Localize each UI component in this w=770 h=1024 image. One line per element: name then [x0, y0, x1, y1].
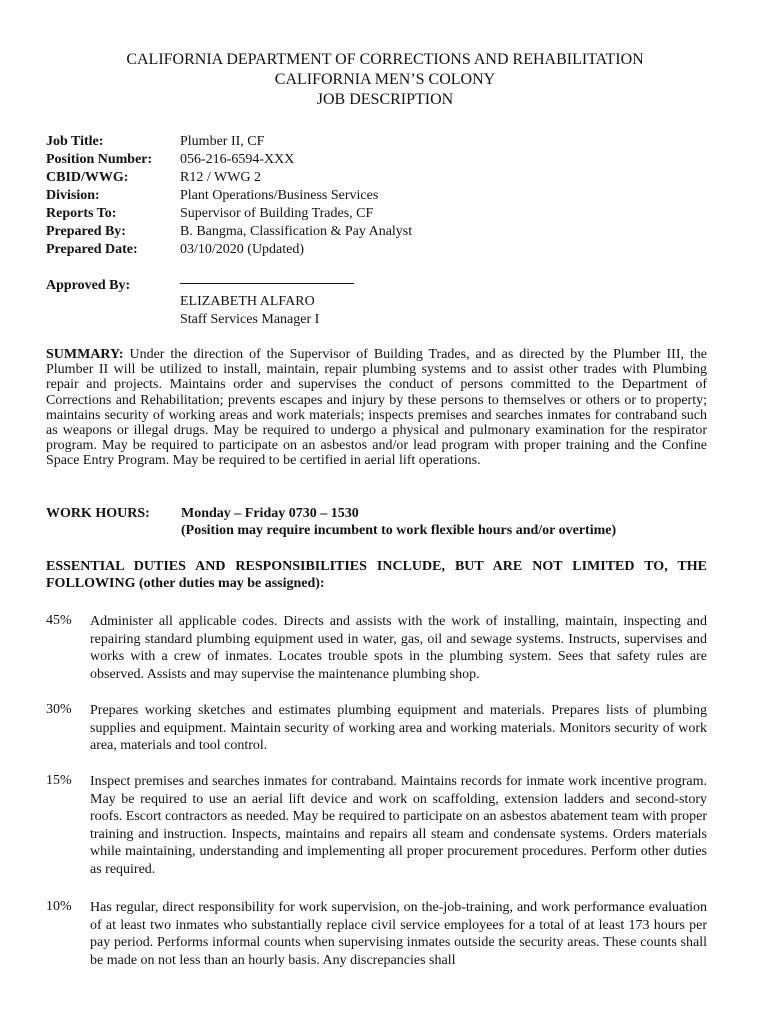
department-title: CALIFORNIA DEPARTMENT OF CORRECTIONS AND REHABILITATION: [126, 51, 644, 68]
facility-title: CALIFORNIA MEN’S COLONY: [274, 71, 496, 88]
reports-to-label: Reports To:: [46, 206, 117, 221]
division-label: Division:: [46, 188, 100, 203]
prepared-date-value: 03/10/2020 (Updated): [180, 242, 305, 257]
job-title-value: Plumber II, CF: [180, 134, 265, 149]
job-title-label: Job Title:: [46, 134, 104, 149]
prepared-by-value: B. Bangma, Classification & Pay Analyst: [180, 224, 413, 239]
duty-percent: 45%: [46, 613, 72, 628]
duties-heading: ESSENTIAL DUTIES AND RESPONSIBILITIES INCLUDE, BUT ARE NOT LIMITED TO, THE FOLLOWING (other duties may be assigned):: [46, 559, 707, 591]
duty-percent: 30%: [46, 702, 72, 717]
position-number-label: Position Number:: [46, 152, 153, 167]
document-header: [0, 50, 770, 110]
work-hours-label: WORK HOURS:: [46, 506, 150, 521]
approved-by-label: Approved By:: [46, 278, 131, 293]
duty-percent: 15%: [46, 773, 72, 788]
division-value: Plant Operations/Business Services: [180, 188, 379, 203]
cbid-value: R12 / WWG 2: [180, 170, 262, 185]
work-hours-note: (Position may require incumbent to work flexible hours and/or overtime): [181, 523, 617, 538]
reports-to-value: Supervisor of Building Trades, CF: [180, 206, 374, 221]
approver-title: Staff Services Manager I: [180, 312, 320, 327]
approver-name: ELIZABETH ALFARO: [180, 294, 315, 309]
duty-percent: 10%: [46, 899, 72, 914]
summary-text: Under the direction of the Supervisor of Building Trades, and as directed by the Plumber III, the Plumber II will be utilized to install, maintain, repair plumbing systems and to assist other trades with Plumbing repair and projects. Maintains order and supervises the conduct of persons committed to the Department of Corrections and Rehabilitation; prevents escapes and injury by these persons to themselves or others or to property; maintains security of working areas and work materials; inspects premises and searches inmates for contraband such as weapons or illegal drugs. May be required to undergo a physical and pulmonary examination for the respirator program. May be required to participate on an asbestos and/or lead program with proper training and the Confine Space Entry Program. May be required to be certified in aerial lift operations.: [46, 347, 707, 469]
duty-text: Inspect premises and searches inmates for contraband. Maintains records for inmate work incentive program. May be required to use an aerial lift device and work on scaffolding, extension ladders and second-story roofs. Escort contractors as needed. May be required to participate on an asbestos abatement team with proper training and instruction. Inspects, maintains and repairs all steam and condensate systems. Orders materials while maintaining, understanding and implementing all proper procurement procedures. Perform other duties as required.: [90, 774, 707, 877]
prepared-by-label: Prepared By:: [46, 224, 126, 239]
prepared-date-label: Prepared Date:: [46, 242, 138, 257]
signature-line: [180, 283, 354, 284]
document-type-title: JOB DESCRIPTION: [316, 91, 454, 108]
summary-section: [46, 347, 707, 469]
duty-text: Administer all applicable codes. Directs and assists with the work of installing, maintain, inspecting and repairing standard plumbing equipment used in water, gas, oil and sewage systems. Instructs, supervises and works with a crew of inmates. Locates trouble spots in the plumbing system. Sees that safety rules are observed. Assists and may supervise the maintenance plumbing shop.: [90, 614, 707, 682]
cbid-label: CBID/WWG:: [46, 170, 129, 185]
summary-label: SUMMARY:: [46, 347, 124, 362]
duty-text: Has regular, direct responsibility for work supervision, on the-job-training, and work performance evaluation of at least two inmates who substantially replace civil service employees for a total of at least 173 hours per pay period. Performs informal counts when supervising inmates outside the security areas. These counts shall be made on not less than an hourly basis. Any discrepancies shall: [90, 900, 707, 968]
work-hours-schedule: Monday – Friday 0730 – 1530: [181, 506, 359, 521]
position-number-value: 056-216-6594-XXX: [180, 152, 295, 167]
duty-text: Prepares working sketches and estimates plumbing equipment and materials. Prepares lists of plumbing supplies and equipment. Maintain security of working area and working materials. Monitors security of work area, materials and tool control.: [90, 703, 707, 754]
